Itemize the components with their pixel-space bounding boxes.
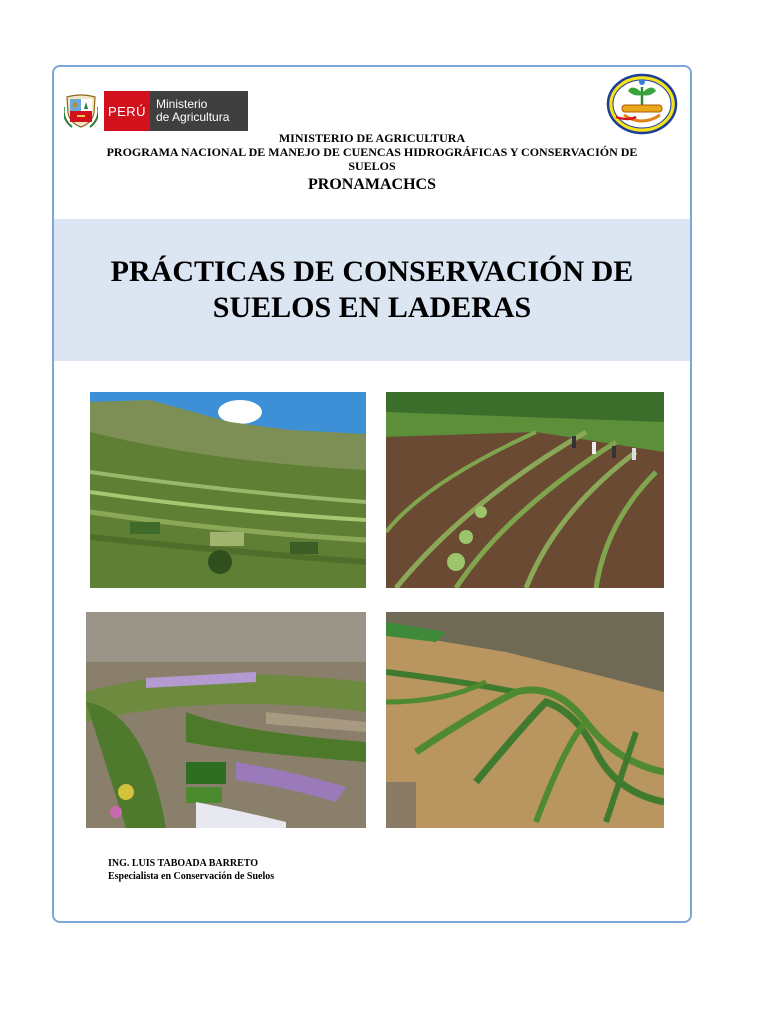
author-block <box>108 857 274 883</box>
photo-stone-terraces <box>86 612 366 828</box>
institution-header <box>54 131 690 195</box>
title-band <box>54 219 690 361</box>
program-acronym: PRONAMACHCS <box>308 176 436 193</box>
author-role: Especialista en Conservación de Suelos <box>108 871 275 882</box>
photo-crop-rows <box>386 392 664 588</box>
ministry-label-line1: Ministerio <box>156 97 208 111</box>
title-line-1: PRÁCTICAS DE CONSERVACIÓN DE <box>110 255 634 288</box>
coat-of-arms-icon <box>64 93 98 129</box>
pronamachcs-logo-icon <box>606 73 678 135</box>
peru-label: PERÚ <box>104 91 150 131</box>
author-name: ING. LUIS TABOADA BARRETO <box>108 858 259 869</box>
cover-frame <box>52 65 692 923</box>
ministry-label <box>150 91 248 131</box>
photo-terraced-hillside <box>90 392 366 588</box>
title-line-2: SUELOS EN LADERAS <box>212 291 532 324</box>
ministry-label-line2: de Agricultura <box>156 110 230 124</box>
photo-curved-terraces <box>386 612 664 828</box>
document-title <box>92 254 652 326</box>
ministry-logo <box>64 89 256 133</box>
program-name: PROGRAMA NACIONAL DE MANEJO DE CUENCAS HIDROGRÁFICAS Y CONSERVACIÓN DE SUELOS <box>106 145 638 173</box>
ministry-name: MINISTERIO DE AGRICULTURA <box>278 131 466 145</box>
